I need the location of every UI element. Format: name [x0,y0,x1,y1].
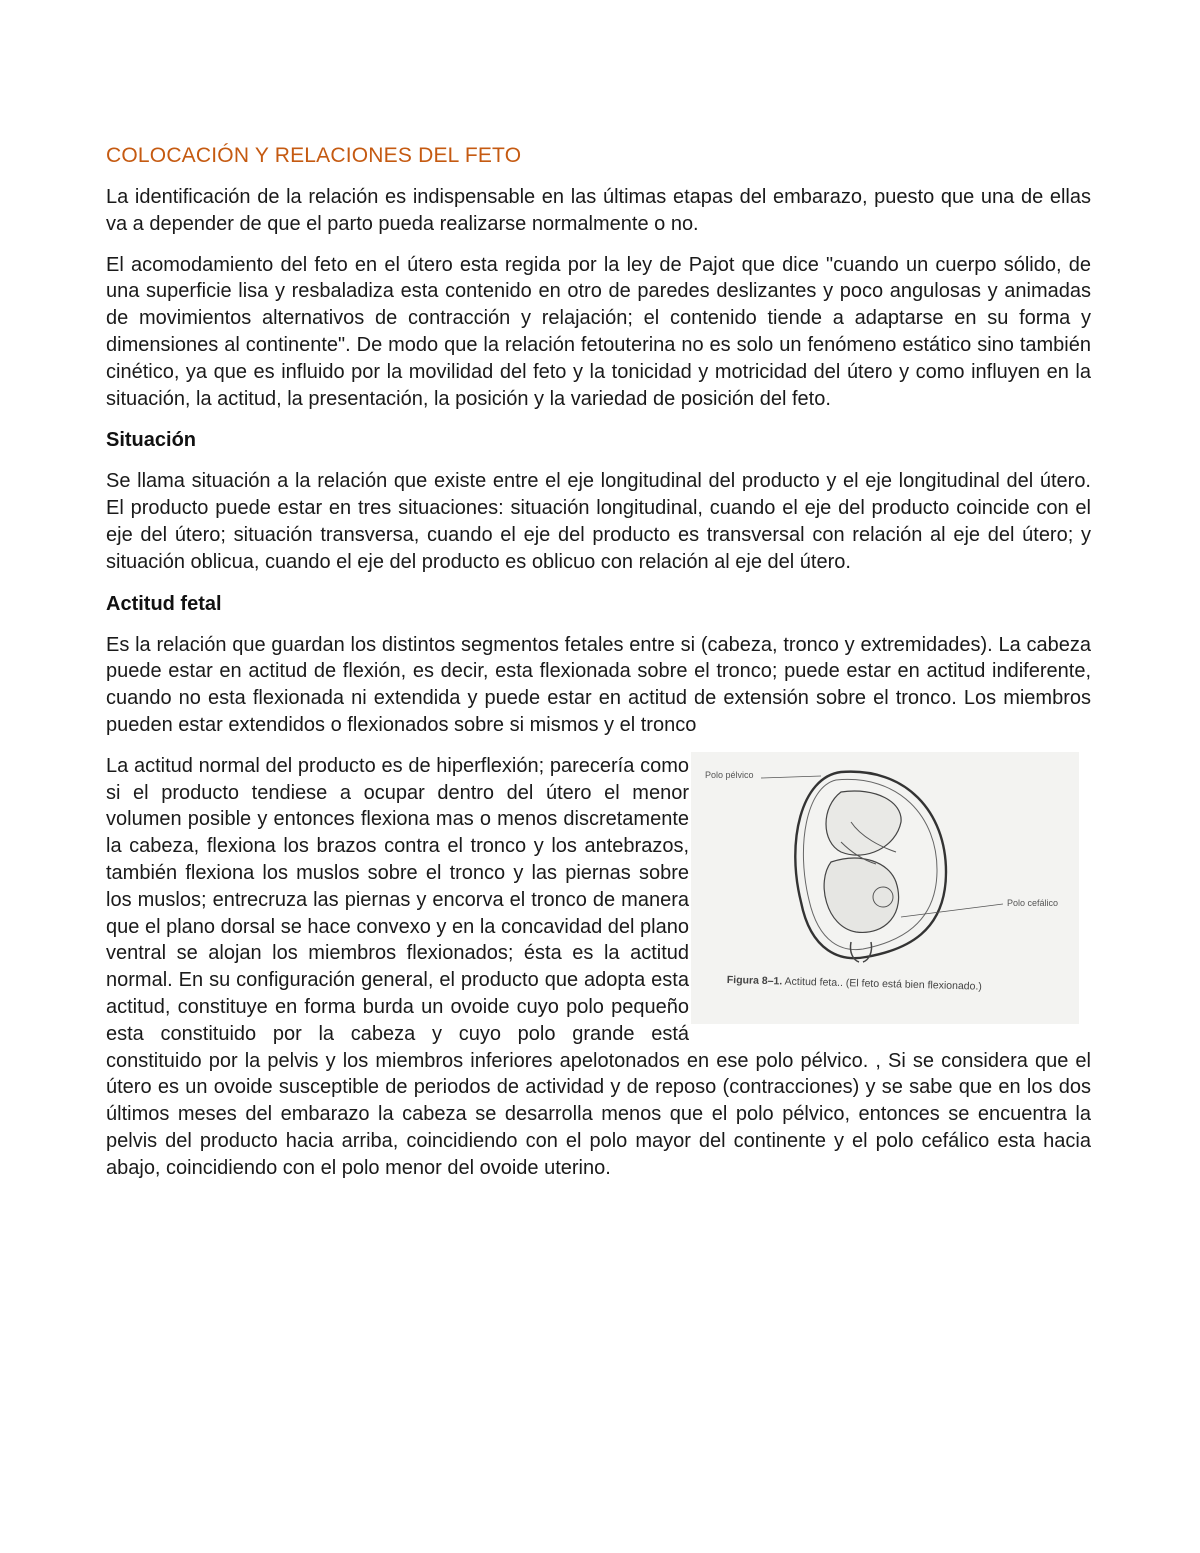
pajot-paragraph: El acomodamiento del feto en el útero esta regida por la ley de Pajot que dice "cuando un cuerpo sólido, de una superficie lisa y resbaladiza esta contenido en otro de paredes deslizantes y poco angulosas y animadas de movimientos alternativos de contracción y relajación; el contenido tiende a adaptarse en su forma y dimensiones al continente". De modo que la relación fetouterina no es solo un fenómeno estático sino también cinético, ya que es influido por la movilidad del feto y la tonicidad y motricidad del útero y como influyen en la situación, la actitud, la presentación, la posición y la variedad de posición del feto. [106,253,1091,410]
actitud-text-1: Es la relación que guardan los distintos segmentos fetales entre si (cabeza, tronco y extremidades). La cabeza puede estar en actitud de flexión, es decir, esta flexionada sobre el tronco; puede estar en actitud indiferente, cuando no esta flexionada ni extendida y puede estar en actitud de extensión sobre el tronco. Los miembros pueden estar extendidos o flexionados sobre si mismos y el tronco [106,633,1091,736]
figure-caption-number: Figura 8–1. [726,974,783,988]
document-page [106,142,1091,1196]
intro-paragraph: La identificación de la relación es indispensable en las últimas etapas del embarazo, puesto que una de ellas va a depender de que el parto pueda realizarse normalmente o no. [106,186,1091,235]
document-title: COLOCACIÓN Y RELACIONES DEL FETO [106,144,522,167]
section-heading-situacion: Situación [106,429,197,452]
fetus-figure [691,752,1079,1024]
actitud-paragraph-1 [106,632,1091,739]
figure-label-top: Polo pélvico [705,770,754,780]
actitud-paragraph-2: La actitud normal del producto es de hiperflexión; parecería como si el producto tendiese a ocupar dentro del útero el menor volumen posible y entonces flexiona mas o menos discretamente la cabeza, flexiona los brazos contra el tronco y los antebrazos, también flexiona los muslos sobre el tronco y las piernas sobre los muslos; entrecruza las piernas y encorva el tronco de manera que el plano dorsal se hace convexo y en la concavidad del plano ventral se alojan los miembros flexionados; ésta es la actitud normal. En su configuración general, el producto que adopta esta actitud, constituye en forma burda un ovoide cuyo polo pequeño esta constituido por la cabeza y cuyo polo grande está constituido por la pelvis y los miembros inferiores apelotonados en ese polo pélvico. , Si se considera que el útero es un ovoide susceptible de periodos de actividad y de reposo (contracciones) y se sabe que en los dos últimos meses del embarazo la cabeza se desarrolla menos que el polo pélvico, entonces se encuentra la pelvis del producto hacia arriba, coincidiendo con el polo mayor del continente y el polo cefálico esta hacia abajo, coincidiendo con el polo menor del ovoide uterino. [106,754,1091,1179]
situacion-paragraph: Se llama situación a la relación que existe entre el eje longitudinal del producto y el eje longitudinal del útero. El producto puede estar en tres situaciones: situación longitudinal, cuando el eje del producto coincide con el eje del útero; situación transversa, cuando el eje del producto es transversal con relación al eje del útero; y situación oblicua, cuando el eje del producto es oblicuo con relación al eje del útero. [106,470,1091,573]
figure-label-right: Polo cefálico [1007,898,1059,908]
figure-caption-text: Actitud feta.. (El feto está bien flexionado.) [782,975,982,993]
section-heading-actitud: Actitud fetal [106,592,222,615]
